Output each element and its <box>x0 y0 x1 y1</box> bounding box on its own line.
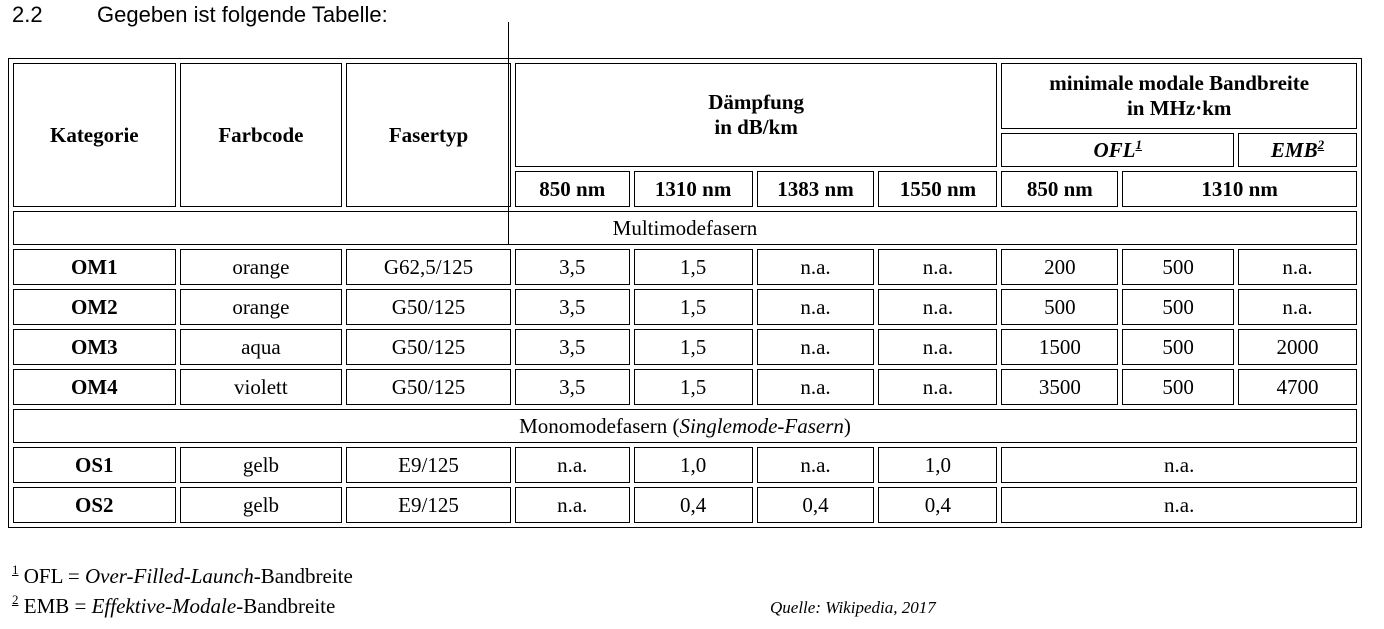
footnote-2 <box>12 594 335 618</box>
footnote-2-suffix: -Bandbreite <box>236 594 336 618</box>
cell-ofl850: 1500 <box>1001 329 1118 365</box>
header-bw-1310: 1310 nm <box>1122 171 1357 207</box>
cell-farbcode: orange <box>180 289 343 325</box>
source-note: Quelle: Wikipedia, 2017 <box>770 598 936 617</box>
cell-d1310: 1,5 <box>634 369 753 405</box>
footnote-1-prefix: OFL = <box>18 564 85 588</box>
section-monomode <box>13 409 1357 443</box>
table-row <box>13 369 1357 405</box>
section-number: 2.2 <box>12 2 43 27</box>
cell-bandbreite: n.a. <box>1001 487 1357 523</box>
cell-d1550: n.a. <box>878 249 997 285</box>
cell-fasertyp: G62,5/125 <box>346 249 511 285</box>
cell-kategorie: OS2 <box>13 487 176 523</box>
table-row <box>13 487 1357 523</box>
cell-d1550: n.a. <box>878 329 997 365</box>
text-cursor-line <box>508 22 509 244</box>
cell-farbcode: gelb <box>180 447 343 483</box>
footnote-1 <box>12 564 353 588</box>
cell-kategorie: OS1 <box>13 447 176 483</box>
cell-ofl1310: 500 <box>1122 329 1234 365</box>
header-emb-footnote: 2 <box>1317 136 1325 152</box>
header-farbcode: Farbcode <box>180 63 343 207</box>
cell-d1383: n.a. <box>757 447 875 483</box>
header-kategorie: Kategorie <box>13 63 176 207</box>
section-title: Gegeben ist folgende Tabelle: <box>97 2 388 27</box>
header-daempfung-line2: in dB/km <box>714 115 798 139</box>
cell-ofl1310: 500 <box>1122 289 1234 325</box>
cell-fasertyp: E9/125 <box>346 447 511 483</box>
section-monomode-suffix: ) <box>843 413 851 438</box>
cell-fasertyp: G50/125 <box>346 329 511 365</box>
section-heading <box>12 0 388 30</box>
cell-emb: 2000 <box>1238 329 1357 365</box>
cell-d850: n.a. <box>515 447 630 483</box>
header-fasertyp: Fasertyp <box>346 63 511 207</box>
cell-fasertyp: E9/125 <box>346 487 511 523</box>
cell-kategorie: OM1 <box>13 249 176 285</box>
header-wl-1550: 1550 nm <box>878 171 997 207</box>
cell-d1383: 0,4 <box>757 487 875 523</box>
header-ofl-text: OFL <box>1093 137 1136 162</box>
header-bandbreite <box>1001 63 1357 129</box>
cell-d1310: 1,0 <box>634 447 753 483</box>
cell-farbcode: orange <box>180 249 343 285</box>
cell-d850: 3,5 <box>515 289 630 325</box>
footnote-2-italic: Effektive-Modale <box>91 594 237 618</box>
cell-fasertyp: G50/125 <box>346 369 511 405</box>
footnote-1-mark: 1 <box>12 562 19 577</box>
cell-d1383: n.a. <box>757 329 875 365</box>
header-wl-1383: 1383 nm <box>757 171 875 207</box>
header-wl-1310: 1310 nm <box>634 171 753 207</box>
cell-emb: n.a. <box>1238 289 1357 325</box>
section-monomode-prefix: Monomodefasern ( <box>519 413 680 438</box>
cell-d1310: 1,5 <box>634 289 753 325</box>
cell-d850: 3,5 <box>515 369 630 405</box>
footnote-2-mark: 2 <box>12 592 19 607</box>
header-daempfung <box>515 63 998 167</box>
header-bandbreite-line2: in MHz·km <box>1126 96 1232 120</box>
table-row <box>13 289 1357 325</box>
fiber-table <box>8 58 1362 528</box>
header-bw-850: 850 nm <box>1001 171 1118 207</box>
cell-d850: 3,5 <box>515 329 630 365</box>
cell-ofl850: 500 <box>1001 289 1118 325</box>
cell-emb: 4700 <box>1238 369 1357 405</box>
cell-ofl1310: 500 <box>1122 369 1234 405</box>
cell-kategorie: OM4 <box>13 369 176 405</box>
table-row <box>13 329 1357 365</box>
table-row <box>13 249 1357 285</box>
cell-ofl850: 200 <box>1001 249 1118 285</box>
cell-d1383: n.a. <box>757 249 875 285</box>
header-emb-text: EMB <box>1270 137 1318 162</box>
cell-farbcode: gelb <box>180 487 343 523</box>
header-ofl-footnote: 1 <box>1135 136 1142 152</box>
cell-kategorie: OM2 <box>13 289 176 325</box>
cell-fasertyp: G50/125 <box>346 289 511 325</box>
section-monomode-italic: Singlemode-Fasern <box>679 413 844 438</box>
header-daempfung-line1: Dämpfung <box>708 90 804 114</box>
cell-d850: n.a. <box>515 487 630 523</box>
header-bandbreite-line1: minimale modale Bandbreite <box>1049 71 1310 95</box>
cell-ofl1310: 500 <box>1122 249 1234 285</box>
footnote-1-suffix: -Bandbreite <box>253 564 353 588</box>
footnote-1-italic: Over-Filled-Launch <box>85 564 254 588</box>
cell-ofl850: 3500 <box>1001 369 1118 405</box>
cell-d1383: n.a. <box>757 369 875 405</box>
header-ofl <box>1001 133 1234 167</box>
section-multimode: Multimodefasern <box>13 211 1357 245</box>
cell-d1550: 0,4 <box>878 487 997 523</box>
table-row <box>13 447 1357 483</box>
cell-bandbreite: n.a. <box>1001 447 1357 483</box>
header-wl-850: 850 nm <box>515 171 630 207</box>
cell-farbcode: aqua <box>180 329 343 365</box>
footnote-2-prefix: EMB = <box>18 594 92 618</box>
cell-farbcode: violett <box>180 369 343 405</box>
cell-d1550: n.a. <box>878 289 997 325</box>
cell-emb: n.a. <box>1238 249 1357 285</box>
cell-d1383: n.a. <box>757 289 875 325</box>
cell-d1310: 1,5 <box>634 249 753 285</box>
cell-kategorie: OM3 <box>13 329 176 365</box>
cell-d1310: 0,4 <box>634 487 753 523</box>
cell-d850: 3,5 <box>515 249 630 285</box>
header-emb <box>1238 133 1357 167</box>
cell-d1550: 1,0 <box>878 447 997 483</box>
cell-d1550: n.a. <box>878 369 997 405</box>
cell-d1310: 1,5 <box>634 329 753 365</box>
